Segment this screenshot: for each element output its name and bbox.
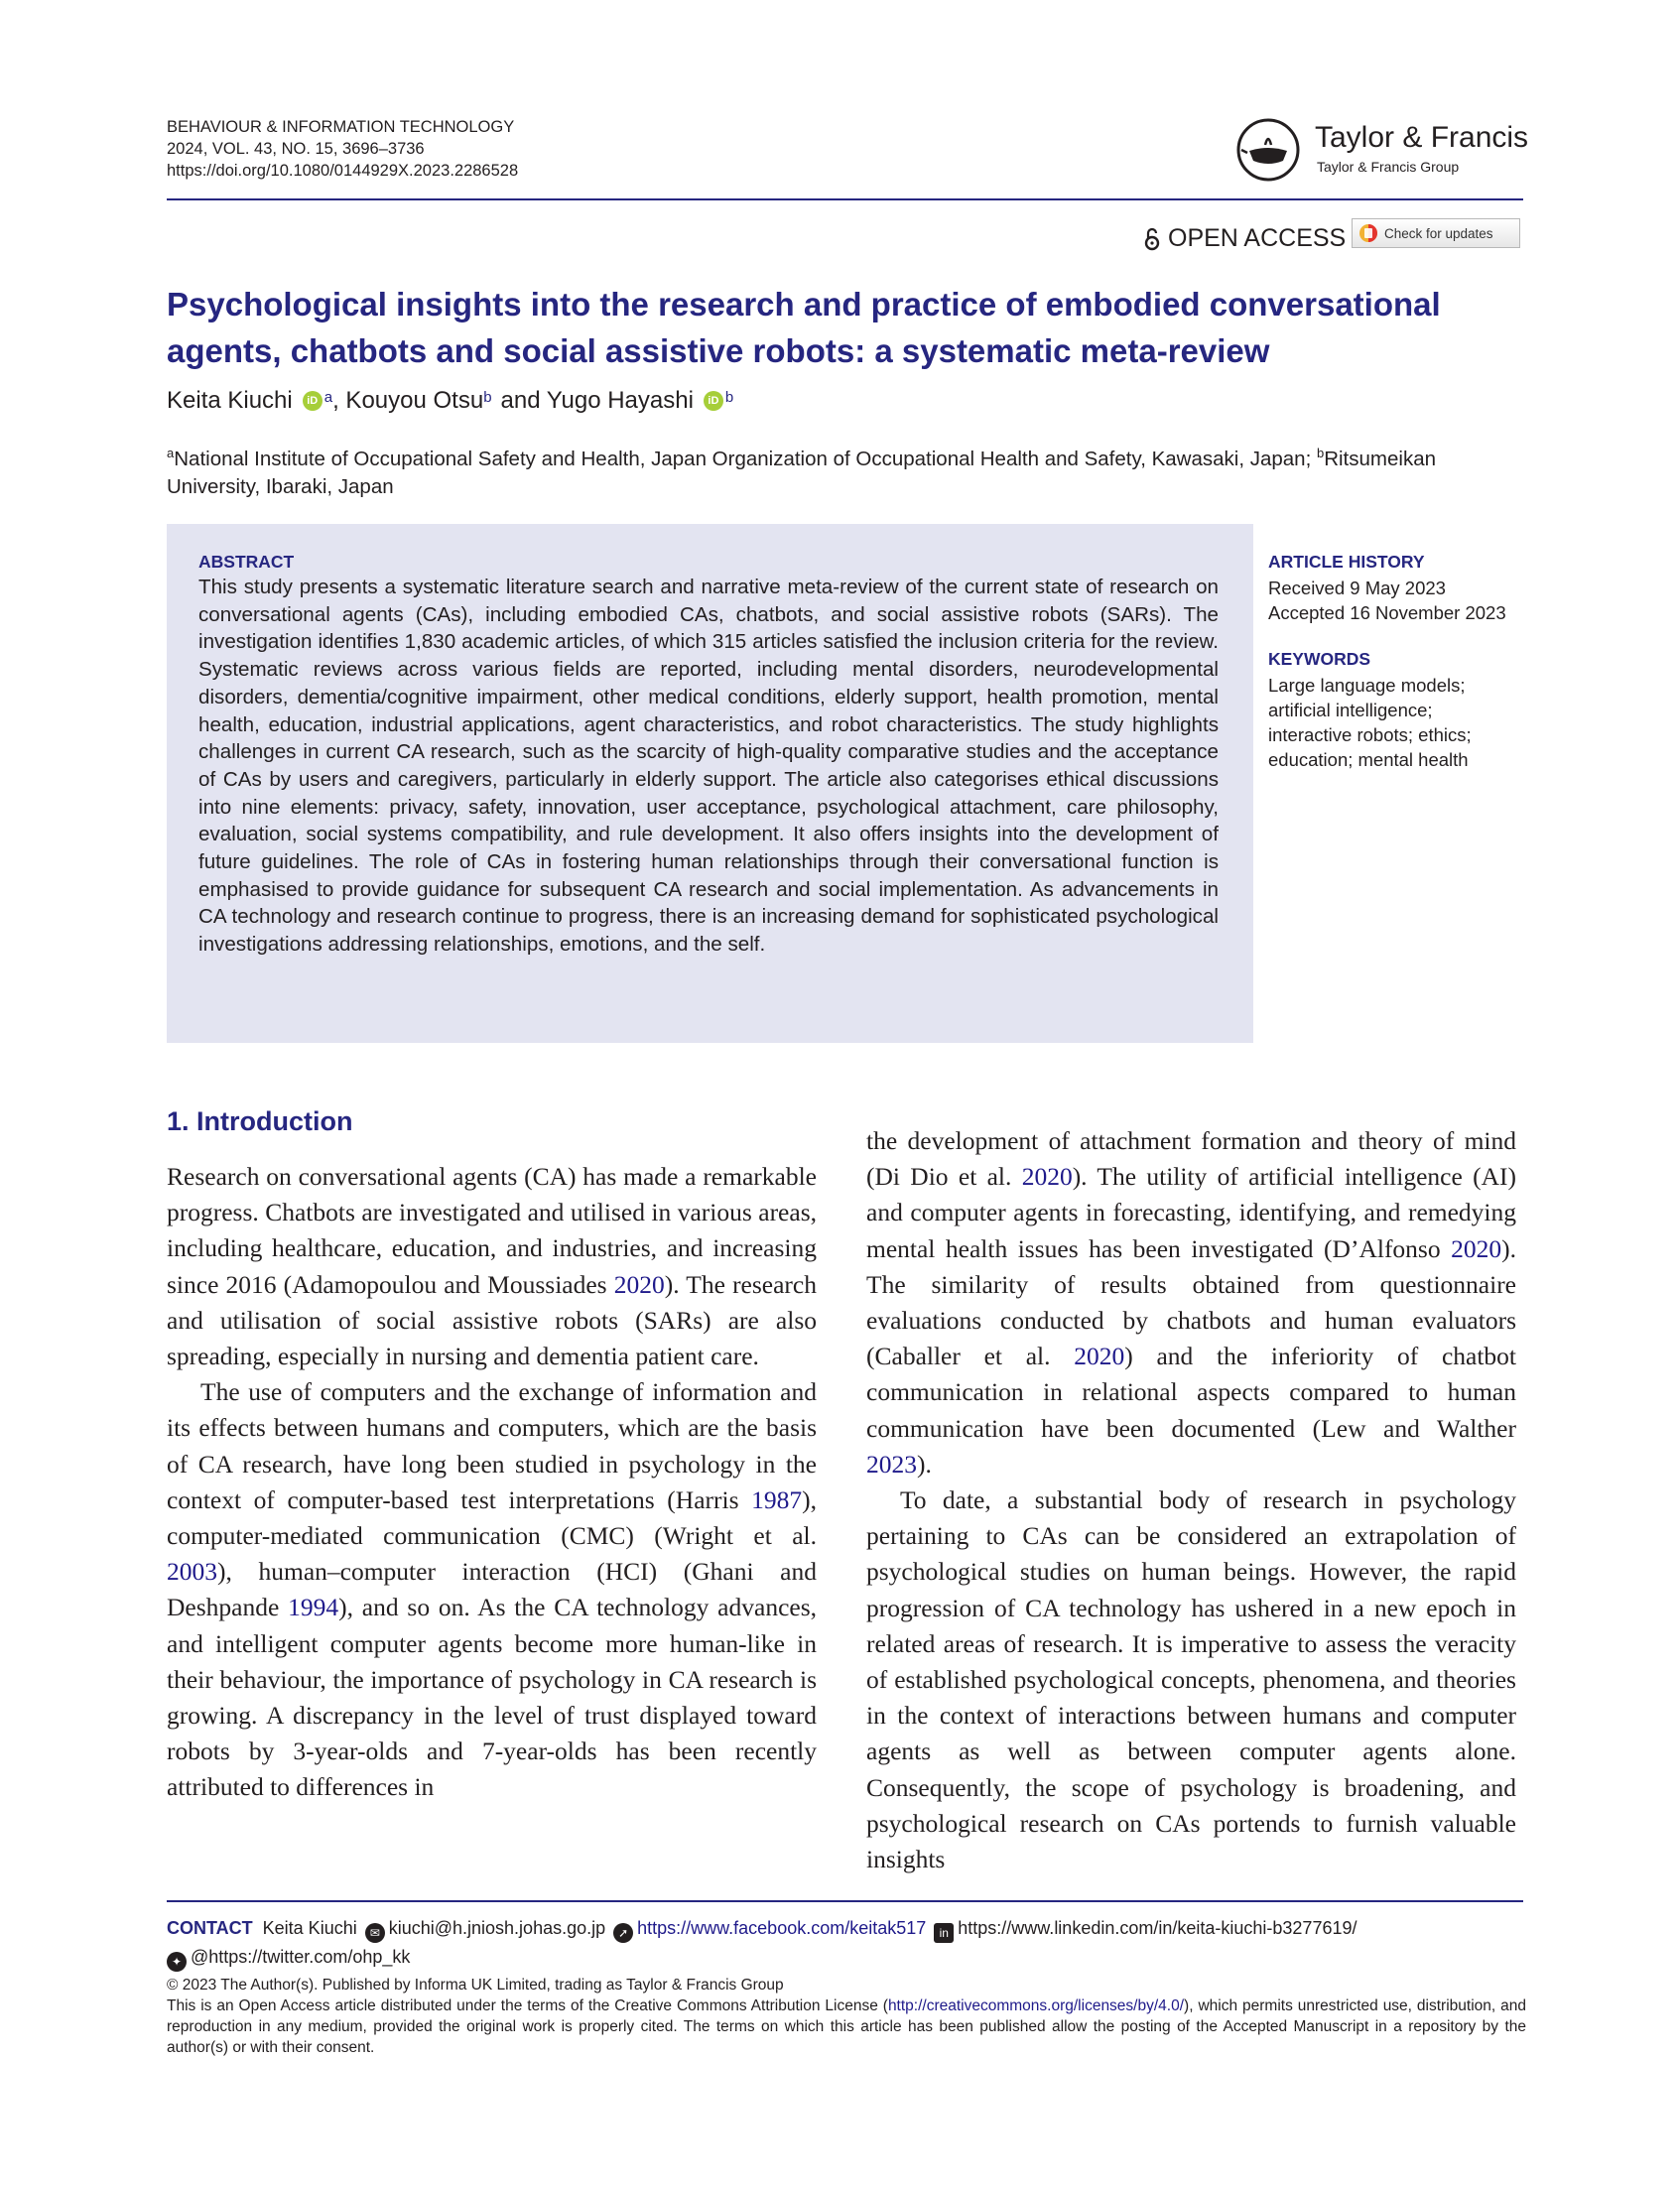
article-history-heading: ARTICLE HISTORY — [1268, 552, 1425, 572]
keyword-line: artificial intelligence; — [1268, 700, 1433, 720]
affiliations — [167, 440, 1526, 501]
orcid-icon[interactable]: iD — [704, 391, 723, 411]
check-updates-button[interactable] — [1352, 218, 1520, 248]
citation-link[interactable]: 2020 — [613, 1269, 665, 1299]
twitter-link[interactable]: @https://twitter.com/ohp_kk — [191, 1947, 411, 1967]
author-list — [167, 387, 733, 415]
open-access-badge — [1144, 224, 1346, 253]
footer-divider — [167, 1900, 1523, 1902]
paragraph: Research on conversational agents (CA) has made a remarkable progress. Chatbots are investigated and utilised in various areas, including healthcare, education, and industries, and increasing since 2016 (Adamopoulou and Moussiades 2020). The research and utilisation of social assistive robots (SARs) are also spreading, especially in nursing and dementia patient care. — [167, 1162, 817, 1371]
contact-label: CONTACT — [167, 1918, 253, 1938]
license-link[interactable]: http://creativecommons.org/licenses/by/4.0/ — [887, 1997, 1185, 2014]
abstract-heading: ABSTRACT — [198, 552, 295, 572]
linkedin-link[interactable]: https://www.linkedin.com/in/keita-kiuchi-b3277619/ — [958, 1918, 1357, 1938]
contact-name: Keita Kiuchi — [262, 1918, 357, 1938]
author-affil-mark: a — [323, 388, 333, 406]
paragraph: the development of attachment formation and theory of mind (Di Dio et al. 2020). The utility of artificial intelligence (AI) and computer agents in forecasting, identifying, and remedying mental health issues has been investigated (D’Alfonso 2020). The similarity of results obtained from questionnaire evaluations conducted by chatbots and human evaluators (Caballer et al. 2020) and the inferiority of chatbot communication in relational aspects compared to human communication have been documented (Lew and Walther 2023). — [866, 1126, 1516, 1479]
citation-link[interactable]: 2020 — [1021, 1162, 1073, 1192]
contact-email[interactable]: kiuchi@h.jniosh.johas.go.jp — [388, 1918, 606, 1938]
license-notice: This is an Open Access article distributed under the terms of the Creative Commons Attribution License (http://creativecommons.org/licenses/by/4.0/), which permits unrestricted use, distribution, and reproduction in any medium, provided the original work is properly cited. The terms on which this article has been published allow the posting of the Accepted Manuscript in a repository by the author(s) or with their consent. — [167, 1997, 1526, 2056]
article-title: Psychological insights into the research and practice of embodied conversational agents, chatbots and social assistive robots: a systematic meta-review — [167, 286, 1441, 369]
affil-mark: b — [1316, 446, 1325, 460]
teapot-lamp-icon — [1235, 117, 1301, 183]
journal-info — [167, 116, 518, 182]
linkedin-icon: in — [934, 1923, 954, 1943]
citation-link[interactable]: 1994 — [288, 1593, 339, 1622]
author-name: and Yugo Hayashi — [500, 387, 694, 414]
affil-mark: a — [167, 446, 175, 460]
twitter-icon: ✦ — [167, 1952, 187, 1972]
publisher-logo — [1235, 117, 1529, 187]
check-updates-label: Check for updates — [1384, 225, 1493, 241]
author-name: , Kouyou Otsu — [332, 387, 484, 414]
keywords-heading: KEYWORDS — [1268, 649, 1371, 669]
keyword-line: Large language models; — [1268, 675, 1466, 696]
accepted-date: Accepted 16 November 2023 — [1268, 602, 1506, 623]
journal-doi[interactable]: https://doi.org/10.1080/0144929X.2023.2286528 — [167, 162, 519, 180]
publisher-subtitle: Taylor & Francis Group — [1317, 159, 1460, 175]
facebook-icon: ➚ — [613, 1923, 633, 1943]
journal-name: BEHAVIOUR & INFORMATION TECHNOLOGY — [167, 118, 515, 136]
open-lock-icon — [1144, 227, 1160, 251]
citation-link[interactable]: 2003 — [167, 1557, 217, 1587]
body-column-left — [167, 1159, 817, 1806]
open-access-label: OPEN ACCESS — [1168, 224, 1347, 252]
keywords-list — [1268, 673, 1472, 772]
paragraph: The use of computers and the exchange of information and its effects between humans and computers, which are the basis of CA research, have long been studied in psychology in the context of computer-based test interpretations (Harris 1987), computer-mediated communication (CMC) (Wright et al. 2003), human–computer interaction (HCI) (Ghani and Deshpande 1994), and so on. As the CA technology advances, and intelligent computer agents become more human-like in their behaviour, the importance of psychology in CA research is growing. A discrepancy in the level of trust displayed toward robots by 3-year-olds and 7-year-olds has been recently attributed to differences in — [167, 1377, 818, 1802]
citation-link[interactable]: 2020 — [1451, 1233, 1502, 1263]
copyright-notice: © 2023 The Author(s). Published by Informa UK Limited, trading as Taylor & Francis Group — [167, 1977, 784, 1994]
paragraph: To date, a substantial body of research in psychology pertaining to CAs can be considered an extrapolation of psychological studies on human beings. However, the rapid progression of CA technology has ushered in a new epoch in related areas of research. It is imperative to assess the veracity of established psychological concepts, phenomena, and theories in the context of interactions between humans and computer agents as well as between computer agents alone. Consequently, the scope of psychology is broadening, and psychological research on CAs portends to furnish valuable insights — [866, 1485, 1516, 1874]
orcid-icon[interactable]: iD — [303, 391, 323, 411]
keyword-line: education; mental health — [1268, 749, 1469, 770]
section-heading: 1. Introduction — [167, 1106, 353, 1136]
header-divider — [167, 198, 1523, 200]
affiliation-a: National Institute of Occupational Safety and Health, Japan Organization of Occupational Health and Safety, Kawasaki, Japan; — [174, 447, 1317, 470]
journal-volume: 2024, VOL. 43, NO. 15, 3696–3736 — [167, 140, 425, 158]
author-affil-mark: b — [483, 388, 492, 406]
body-column-right — [866, 1123, 1516, 1877]
contact-info — [167, 1914, 1526, 1972]
author-name: Keita Kiuchi — [167, 387, 293, 414]
author-affil-mark: b — [724, 388, 734, 406]
email-icon: ✉ — [365, 1923, 385, 1943]
facebook-link[interactable]: https://www.facebook.com/keitak517 — [637, 1918, 927, 1938]
received-date: Received 9 May 2023 — [1268, 578, 1446, 598]
citation-link[interactable]: 2020 — [1074, 1342, 1125, 1371]
affiliation-b: Ritsumeikan University, Ibaraki, Japan — [167, 447, 1436, 498]
citation-link[interactable]: 2023 — [866, 1449, 917, 1479]
citation-link[interactable]: 1987 — [751, 1484, 803, 1514]
keyword-line: interactive robots; ethics; — [1268, 724, 1472, 745]
abstract-text: This study presents a systematic literature search and narrative meta-review of the current state of research on conversational agents (CAs), including embodied CAs, chatbots, and social assistive robots (SARs). The investigation identifies 1,830 academic articles, of which 315 articles satisfied the inclusion criteria for the review. Systematic reviews across various fields are reported, including mental disorders, neurodevelopmental disorders, dementia/cognitive impairment, other medical conditions, elderly support, health promotion, mental health, education, industrial applications, agent characteristics, and robot characteristics. The study highlights challenges in current CA research, such as the scarcity of high-quality comparative studies and the acceptance of CAs by users and caregivers, particularly in elderly support. The article also categorises ethical discussions into nine elements: privacy, safety, innovation, user acceptance, psychological attachment, care philosophy, evaluation, social systems compatibility, and rule development. It also offers insights into the development of future guidelines. The role of CAs in fostering human relationships through their conversational function is emphasised to provide guidance for subsequent CA research and social implementation. As advancements in CA technology and research continue to progress, there is an increasing demand for sophisticated psychological investigations addressing relationships, emotions, and the self. — [198, 576, 1219, 957]
publisher-name: Taylor & Francis — [1315, 121, 1529, 154]
crossmark-icon — [1358, 223, 1378, 243]
